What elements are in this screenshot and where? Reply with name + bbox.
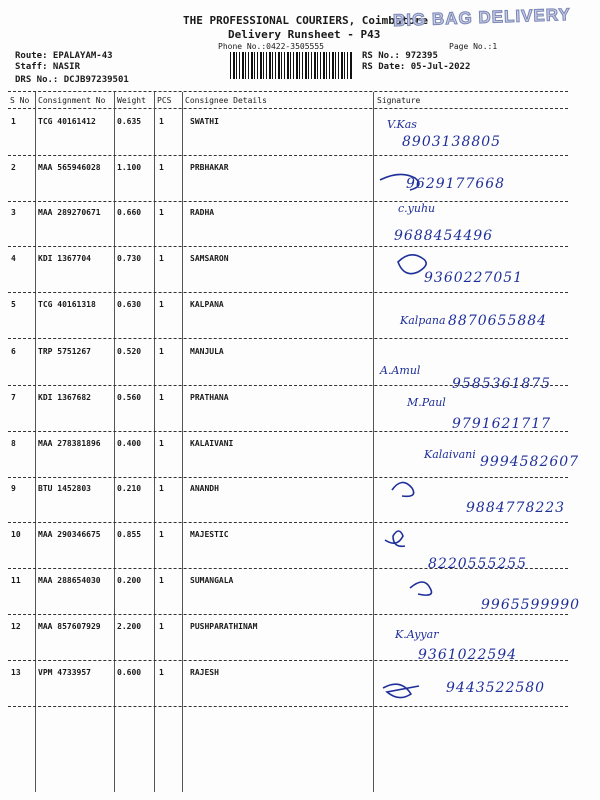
row-pcs: 1 xyxy=(159,163,164,172)
signature-name: V.Kas xyxy=(387,118,417,131)
row-sno: 10 xyxy=(11,530,21,539)
col-sno: S No xyxy=(10,96,30,105)
row-pcs: 1 xyxy=(159,439,164,448)
signature-phone: 9688454496 xyxy=(394,228,494,244)
row-pcs: 1 xyxy=(159,300,164,309)
signature-phone: 8870655884 xyxy=(448,313,548,329)
row-weight: 0.855 xyxy=(117,530,142,539)
row-pcs: 1 xyxy=(159,117,164,126)
row-sno: 9 xyxy=(11,484,16,493)
signature-phone: 9361022594 xyxy=(418,647,518,663)
col-consignment: Consignment No xyxy=(38,96,106,105)
row-consignment: VPM 4733957 xyxy=(38,668,91,677)
row-weight: 0.200 xyxy=(117,576,142,585)
staff: Staff: NASIR xyxy=(15,62,81,72)
row-sno: 5 xyxy=(11,300,16,309)
row-consignment: MAA 278381896 xyxy=(38,439,101,448)
row-consignee: PUSHPARATHINAM xyxy=(190,622,258,631)
delivery-stamp: BIG BAG DELIVERY xyxy=(392,4,572,31)
signature-name: c.yuhu xyxy=(398,202,436,215)
col-consignee: Consignee Details xyxy=(185,96,267,105)
rs-date: RS Date: 05-Jul-2022 xyxy=(362,62,471,72)
row-sno: 4 xyxy=(11,254,16,263)
row-pcs: 1 xyxy=(159,393,164,402)
company-name: THE PROFESSIONAL COURIERS, Coimbatore xyxy=(183,14,429,27)
row-consignee: MANJULA xyxy=(190,347,224,356)
row-sno: 11 xyxy=(11,576,21,585)
row-consignment: MAA 857607929 xyxy=(38,622,101,631)
signature-phone: 9884778223 xyxy=(466,500,566,516)
row-weight: 0.730 xyxy=(117,254,142,263)
row-sno: 3 xyxy=(11,208,16,217)
signature-phone: 9994582607 xyxy=(480,454,580,470)
signature-phone: 9629177668 xyxy=(406,176,506,192)
row-consignee: MAJESTIC xyxy=(190,530,229,539)
row-weight: 0.600 xyxy=(117,668,142,677)
row-consignee: ANANDH xyxy=(190,484,219,493)
row-consignee: PRBHAKAR xyxy=(190,163,229,172)
col-weight: Weight xyxy=(117,96,146,105)
row-pcs: 1 xyxy=(159,484,164,493)
row-consignee: SUMANGALA xyxy=(190,576,234,585)
row-sno: 8 xyxy=(11,439,16,448)
row-weight: 0.400 xyxy=(117,439,142,448)
row-weight: 0.560 xyxy=(117,393,142,402)
signature-name: M.Paul xyxy=(407,396,446,409)
row-weight: 0.630 xyxy=(117,300,142,309)
row-consignment: MAA 289270671 xyxy=(38,208,101,217)
row-sno: 6 xyxy=(11,347,16,356)
row-consignment: MAA 290346675 xyxy=(38,530,101,539)
row-weight: 0.210 xyxy=(117,484,142,493)
row-consignment: TRP 5751267 xyxy=(38,347,91,356)
row-weight: 0.635 xyxy=(117,117,142,126)
row-consignee: KALPANA xyxy=(190,300,224,309)
row-weight: 1.100 xyxy=(117,163,142,172)
rs-number: RS No.: 972395 xyxy=(362,51,438,61)
row-weight: 0.520 xyxy=(117,347,142,356)
signature-phone: 8903138805 xyxy=(402,134,502,150)
signature-phone: 9585361875 xyxy=(452,376,552,392)
row-pcs: 1 xyxy=(159,668,164,677)
row-sno: 7 xyxy=(11,393,16,402)
phone-number: Phone No.:0422-3505555 xyxy=(218,42,324,51)
row-pcs: 1 xyxy=(159,622,164,631)
row-consignment: KDI 1367682 xyxy=(38,393,91,402)
signature-name: A.Amul xyxy=(380,364,421,377)
row-pcs: 1 xyxy=(159,254,164,263)
signature-name: K.Ayyar xyxy=(395,628,439,641)
row-consignment: TCG 40161412 xyxy=(38,117,96,126)
row-pcs: 1 xyxy=(159,576,164,585)
row-consignment: MAA 565946028 xyxy=(38,163,101,172)
signature-name: Kalaivani xyxy=(424,448,476,461)
signature-phone: 9791621717 xyxy=(452,416,552,432)
row-consignee: SWATHI xyxy=(190,117,219,126)
row-consignee: PRATHANA xyxy=(190,393,229,402)
col-signature: Signature xyxy=(377,96,421,105)
signature-name: Kalpana xyxy=(400,314,446,327)
row-sno: 1 xyxy=(11,117,16,126)
row-sno: 2 xyxy=(11,163,16,172)
row-weight: 0.660 xyxy=(117,208,142,217)
row-consignee: SAMSARON xyxy=(190,254,229,263)
row-pcs: 1 xyxy=(159,530,164,539)
row-consignee: RAJESH xyxy=(190,668,219,677)
signature-phone: 9965599990 xyxy=(481,597,581,613)
runsheet-title: Delivery Runsheet - P43 xyxy=(228,28,381,41)
row-consignment: KDI 1367704 xyxy=(38,254,91,263)
page-number: Page No.:1 xyxy=(449,42,498,51)
row-pcs: 1 xyxy=(159,347,164,356)
row-consignment: BTU 1452803 xyxy=(38,484,91,493)
signature-phone: 9443522580 xyxy=(446,680,546,696)
row-pcs: 1 xyxy=(159,208,164,217)
row-weight: 2.200 xyxy=(117,622,142,631)
drs-number: DRS No.: DCJB97239501 xyxy=(15,75,129,85)
col-pcs: PCS xyxy=(157,96,172,105)
row-consignment: MAA 288654030 xyxy=(38,576,101,585)
row-consignment: TCG 40161318 xyxy=(38,300,96,309)
row-sno: 12 xyxy=(11,622,21,631)
row-sno: 13 xyxy=(11,668,21,677)
signature-phone: 8220555255 xyxy=(428,556,528,572)
route: Route: EPALAYAM-43 xyxy=(15,51,113,61)
signature-phone: 9360227051 xyxy=(424,270,524,286)
row-consignee: KALAIVANI xyxy=(190,439,234,448)
row-consignee: RADHA xyxy=(190,208,215,217)
